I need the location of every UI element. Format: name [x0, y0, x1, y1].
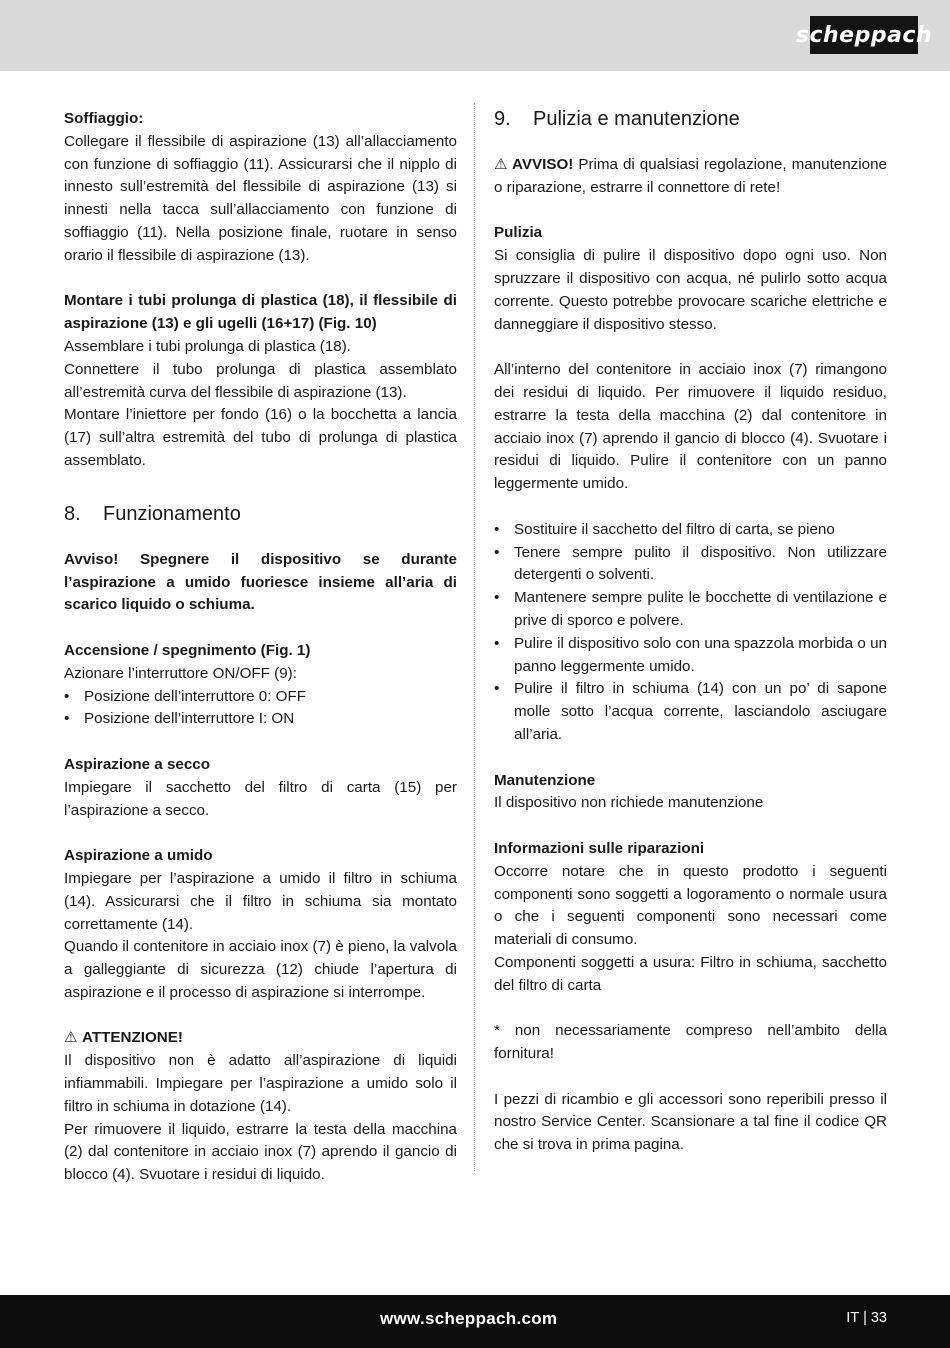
list-item: • Mantenere sempre pulite le bocchette di ventilazione e prive di sporco e polvere. [494, 589, 887, 629]
riparazioni-paragraph-2: Componenti soggetti a usura: Filtro in schiuma, sacchetto del filtro di carta [494, 953, 887, 994]
pulizia-paragraph-1: Si consiglia di pulire il dispositivo dopo ogni uso. Non spruzzare il dispositivo con acqua, né pulirlo sotto acqua corrente. Questo potrebbe provocare scariche elettriche e danneggiare il dispositivo stesso. [494, 247, 887, 333]
attenzione-paragraph-2: Per rimuovere il liquido, estrarre la testa della macchina (2) dal contenitore in acciaio inox (7) aprendo il gancio di blocco (4). Svuotare i residui di liquido. [64, 1120, 457, 1184]
montare-paragraph-3: Montare l’iniettore per fondo (16) o la bocchetta a lancia (17) sull’altra estremità del tubo di prolunga di plastica assemblato. [64, 406, 457, 469]
accensione-text: Azionare l’interruttore ON/OFF (9): [64, 664, 297, 682]
footnote: * non necessariamente compreso nell’ambito della fornitura! [494, 1022, 887, 1063]
attenzione-paragraph-1: Il dispositivo non è adatto all’aspirazione di liquidi infiammabili. Impiegare per l’aspirazione a umido solo il filtro in schiuma in dotazione (14). [64, 1052, 457, 1115]
list-item: • Posizione dell’interruttore 0: OFF [64, 687, 306, 705]
avviso-notice: ⚠ AVVISO! Prima di qualsiasi regolazione, manutenzione o riparazione, estrarre il connettore di rete! [494, 156, 887, 196]
list-item: • Pulire il dispositivo solo con una spazzola morbida o un panno leggermente umido. [494, 634, 887, 675]
page-number: 33 [870, 1310, 887, 1326]
section-8-title: Funzionamento [103, 502, 241, 525]
list-item: • Sostituire il sacchetto del filtro di carta, se pieno [494, 520, 835, 538]
footer-bar [0, 1295, 950, 1348]
montare-paragraph-2: Connettere il tubo prolunga di plastica assemblato all’estremità curva del flessibile di aspirazione (13). [64, 360, 457, 401]
soffiaggio-text: Collegare il flessibile di aspirazione (13) all’allacciamento con funzione di soffiaggio (11). Assicurarsi che il nipplo di innesto sull’estremità del flessibile di aspirazione (13) si innesti nella tacca sull’allacciamento con funzione di soffiaggio (11). Nella posizione finale, ruotare in senso orario il flessibile di aspirazione (13). [64, 132, 457, 264]
pulizia-heading: Pulizia [494, 224, 543, 242]
umido-paragraph-2: Quando il contenitore in acciaio inox (7) è pieno, la valvola a galleggiante di sicurezza (12) chiude l’apertura di aspirazione e il processo di aspirazione si interrompe. [64, 938, 457, 1001]
umido-paragraph-1: Impiegare per l’aspirazione a umido il filtro in schiuma (14). Assicurarsi che il filtro in schiuma sia montato correttamente (14). [64, 869, 457, 933]
scheppach-logo: scheppach [810, 16, 918, 54]
list-item: • Tenere sempre pulito il dispositivo. Non utilizzare detergenti o solventi. [494, 543, 887, 584]
pulizia-list [494, 519, 887, 747]
left-column [64, 108, 457, 1187]
riparazioni-heading: Informazioni sulle riparazioni [494, 839, 705, 857]
website-link[interactable]: www.scheppach.com [380, 1309, 558, 1328]
right-column [494, 104, 887, 1157]
ricambi-text: I pezzi di ricambio e gli accessori sono reperibili presso il nostro Service Center. Scansionare a tal fine il codice QR che si trova in prima pagina. [494, 1090, 887, 1154]
list-item: • Pulire il filtro in schiuma (14) con un po’ di sapone molle sotto l’acqua corrente, lasciandolo asciugare all’aria. [494, 680, 887, 743]
avviso-warning: Avviso! Spegnere il dispositivo se durante l’aspirazione a umido fuoriesce insieme all’aria di scarico liquido o schiuma. [64, 550, 457, 614]
soffiaggio-heading: Soffiaggio: [64, 110, 144, 127]
warning-triangle-icon: ⚠ [64, 1029, 78, 1047]
secco-heading: Aspirazione a secco [64, 755, 211, 773]
manutenzione-heading: Manutenzione [494, 771, 596, 789]
umido-heading: Aspirazione a umido [64, 847, 213, 865]
section-8-heading [64, 499, 457, 529]
riparazioni-paragraph-1: Occorre notare che in questo prodotto i seguenti componenti sono soggetti a logoramento o normale usura o che i seguenti componenti sono necessari come materiali di consumo. [494, 862, 887, 949]
montare-paragraph-1: Assemblare i tubi prolunga di plastica (18). [64, 337, 352, 355]
language-code: IT [846, 1310, 860, 1326]
attenzione-heading: ⚠ ATTENZIONE! [64, 1027, 457, 1050]
page-indicator [846, 1310, 887, 1326]
column-divider [474, 103, 475, 1171]
section-9-heading [494, 104, 887, 134]
separator: | [863, 1310, 867, 1326]
montare-heading: Montare i tubi prolunga di plastica (18), il flessibile di aspirazione (13) e gli ugelli (16+17) (Fig. 10) [64, 292, 457, 333]
accensione-heading: Accensione / spegnimento (Fig. 1) [64, 641, 311, 659]
secco-text: Impiegare il sacchetto del filtro di carta (15) per l’aspirazione a secco. [64, 778, 457, 819]
manutenzione-text: Il dispositivo non richiede manutenzione [494, 794, 764, 812]
section-8-number: 8. [64, 502, 81, 525]
accensione-list [64, 686, 457, 732]
section-9-number: 9. [494, 108, 511, 130]
warning-triangle-icon: ⚠ [494, 156, 508, 173]
pulizia-paragraph-2: All’interno del contenitore in acciaio inox (7) rimangono dei residui di liquido. Per rimuovere il liquido residuo, estrarre la testa della macchina (2) dal contenitore in acciaio inox (7) aprendo il gancio di blocco (4). Svuotare i residui di liquido. Pulire il contenitore con un panno leggermente umido. [494, 361, 887, 493]
list-item: • Posizione dell’interruttore I: ON [64, 710, 295, 728]
section-9-title: Pulizia e manutenzione [533, 108, 740, 130]
